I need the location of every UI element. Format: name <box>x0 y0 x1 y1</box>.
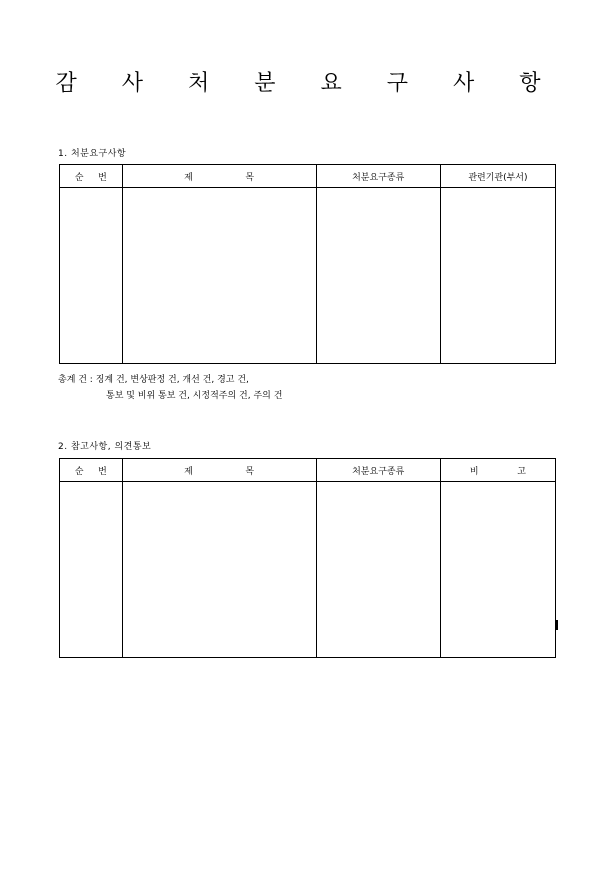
total-label: 총계 건 : <box>58 375 93 385</box>
table-header-row <box>60 459 556 482</box>
col-number: 순 번 <box>60 165 123 188</box>
cell-remarks[interactable] <box>440 482 555 658</box>
col-subject: 제 목 <box>122 165 316 188</box>
total-line1: 징계 건, 변상판정 건, 개선 건, 경고 건, <box>95 375 249 385</box>
total-line2: 통보 및 비위 통보 건, 시정적주의 건, 주의 건 <box>106 391 283 401</box>
col-number: 순 번 <box>60 459 123 482</box>
table-header-row <box>60 165 556 188</box>
cell-type[interactable] <box>316 482 440 658</box>
col-subject: 제 목 <box>122 459 316 482</box>
page-title: 감 사 처 분 요 구 사 항 <box>55 71 560 96</box>
cell-number[interactable] <box>60 482 123 658</box>
col-agency: 관련기관(부서) <box>440 165 555 188</box>
cell-number[interactable] <box>60 188 123 364</box>
reference-table <box>59 458 556 658</box>
cell-subject[interactable] <box>122 188 316 364</box>
table-row <box>60 188 556 364</box>
col-type: 처분요구종류 <box>316 165 440 188</box>
col-remarks: 비 고 <box>440 459 555 482</box>
cell-type[interactable] <box>316 188 440 364</box>
section1-heading: 1. 처분요구사항 <box>58 149 127 159</box>
text-cursor-mark <box>556 620 558 630</box>
col-type: 처분요구종류 <box>316 459 440 482</box>
cell-subject[interactable] <box>122 482 316 658</box>
cell-agency[interactable] <box>440 188 555 364</box>
section2-heading: 2. 참고사항, 의견통보 <box>58 442 152 452</box>
disposition-table <box>59 164 556 364</box>
total-summary <box>58 372 282 404</box>
table-row <box>60 482 556 658</box>
